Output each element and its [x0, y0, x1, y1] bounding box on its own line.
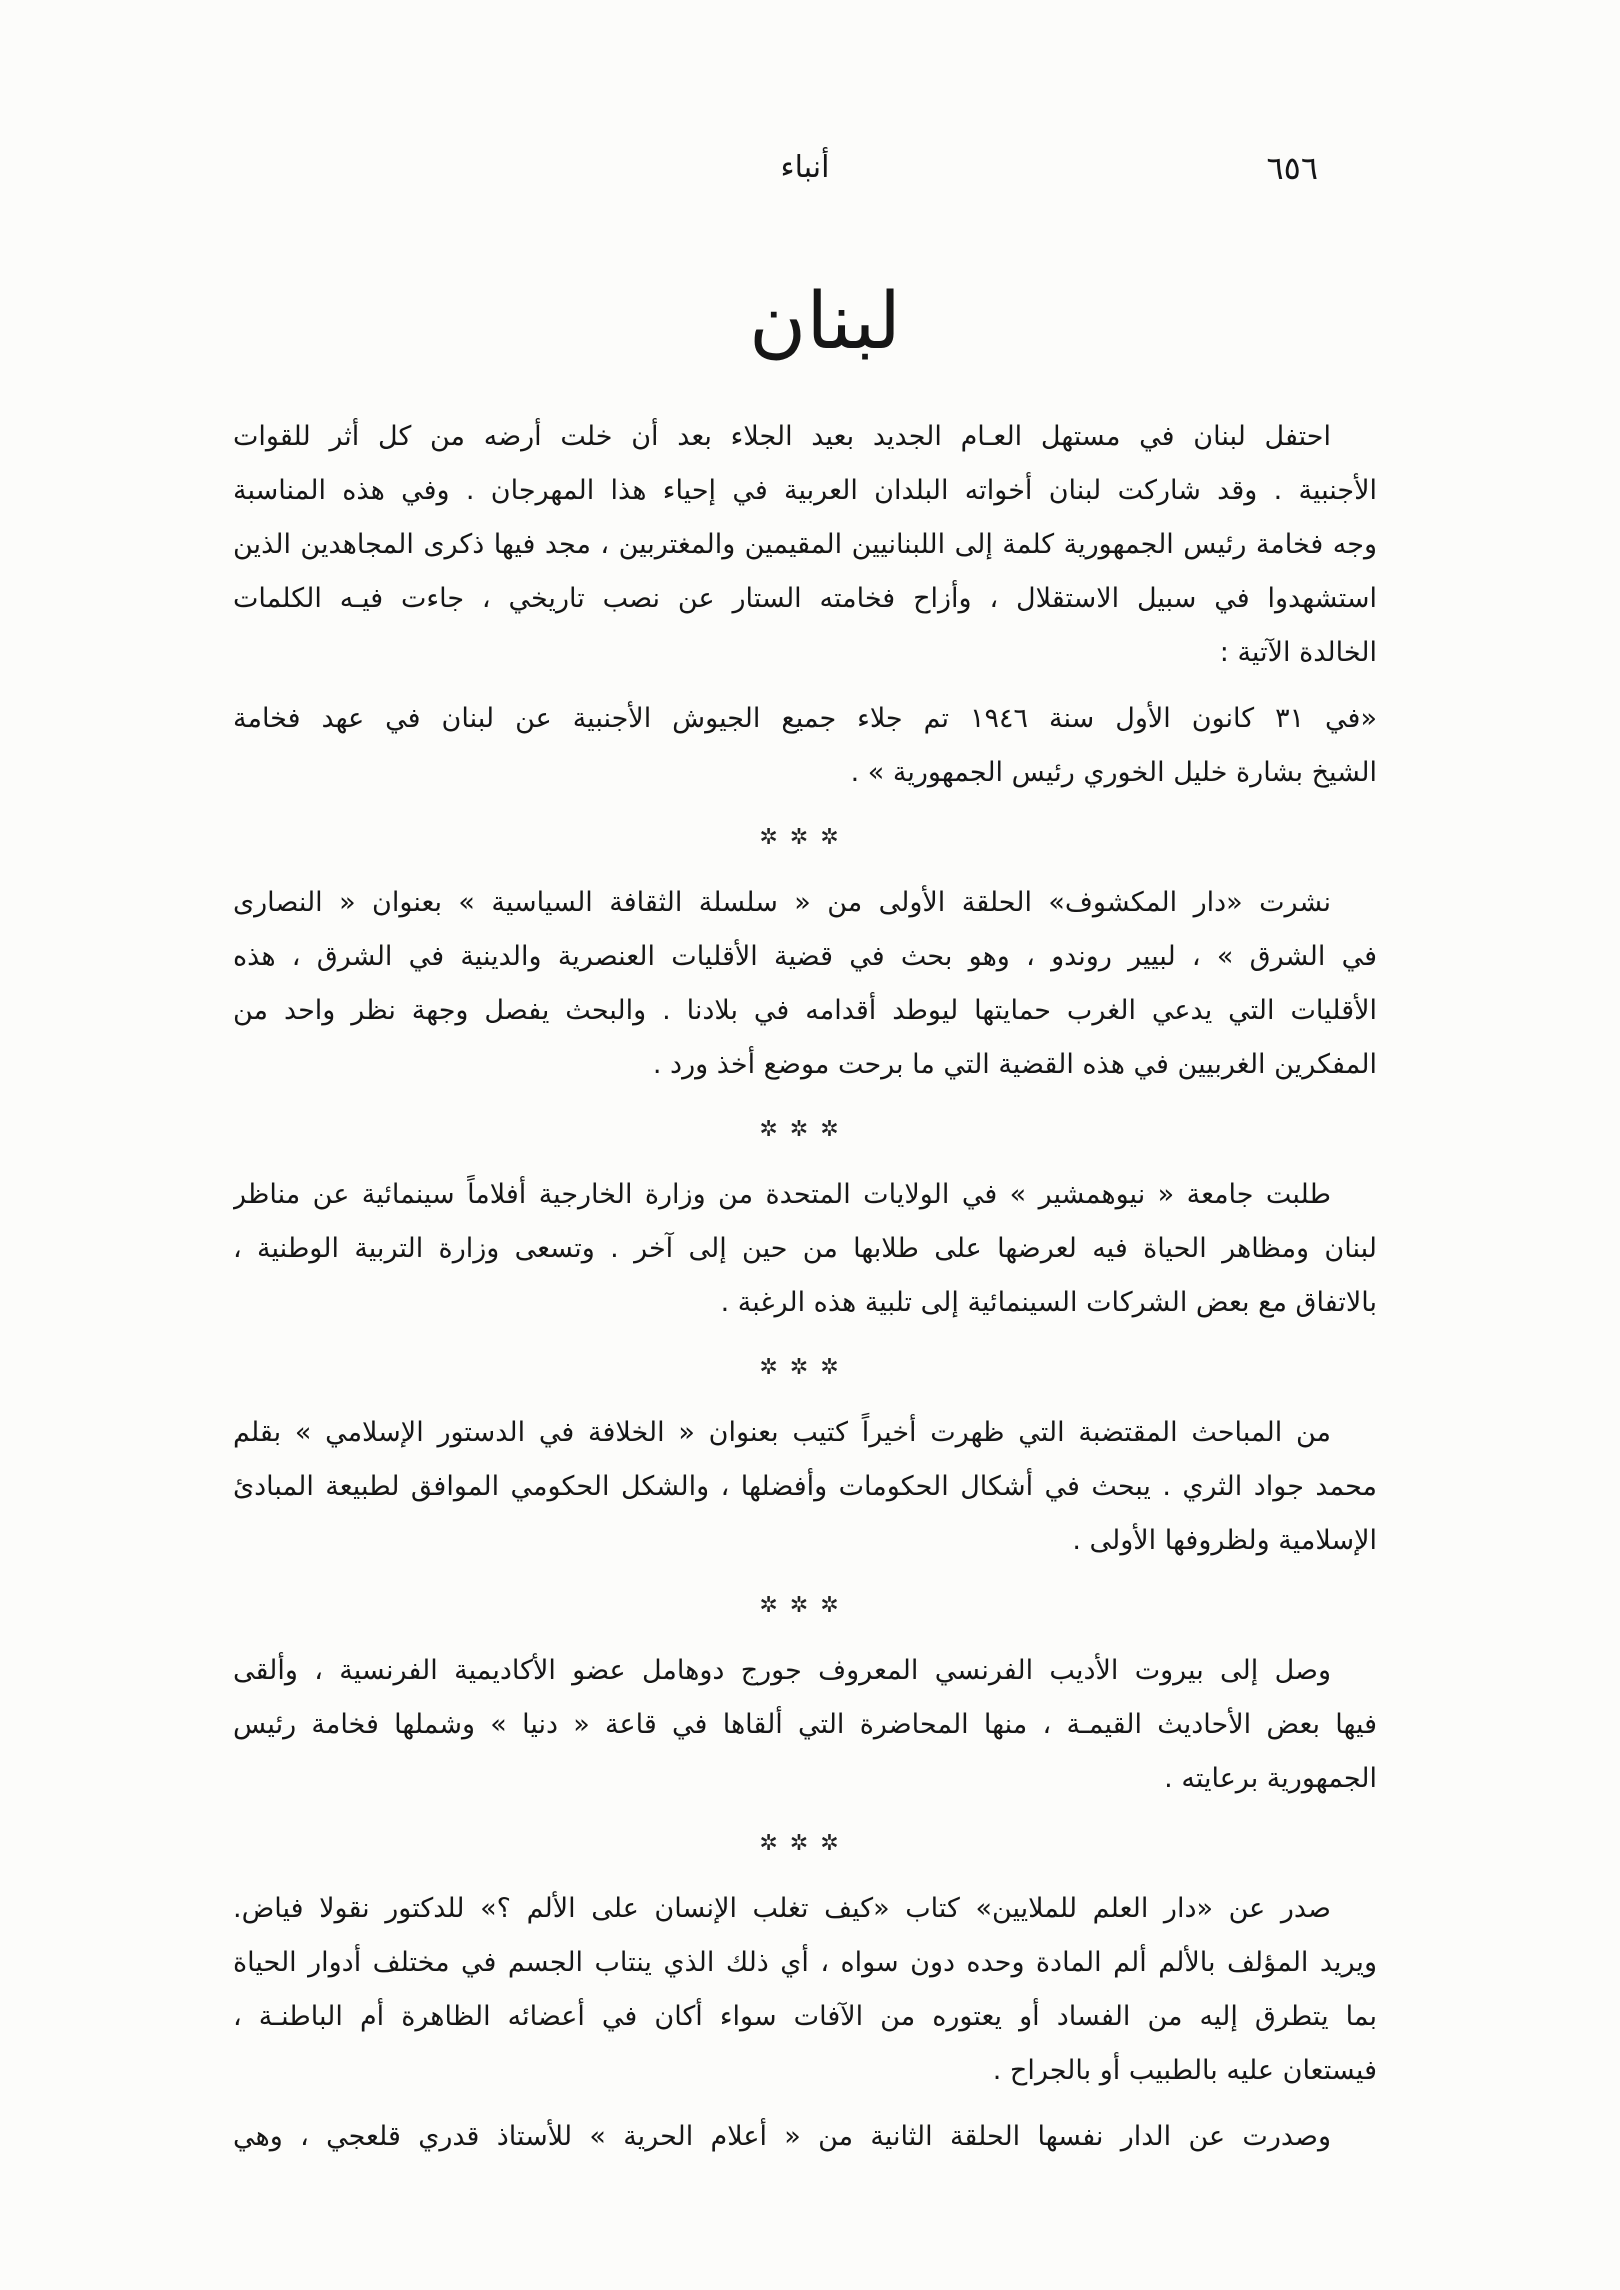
running-head: أنباء	[780, 150, 830, 185]
news-item	[233, 1406, 1377, 1568]
text-line: وجه فخامة رئيس الجمهورية كلمة إلى اللبنانيين المقيمين والمغتربين ، مجد فيها ذكرى المجاهدين الذين	[233, 529, 1377, 560]
text-line: استشهدوا في سبيل الاستقلال ، وأزاح فخامته الستار عن نصب تاريخي ، جاءت فيـه الكلمات	[233, 583, 1377, 614]
text-line: فيستعان عليه بالطبيب أو بالجراح .	[992, 2055, 1377, 2086]
section-separator: ✲✲✲	[759, 825, 851, 850]
text-line: الشيخ بشارة خليل الخوري رئيس الجمهورية » .	[850, 757, 1377, 788]
text-line: الإسلامية ولظروفها الأولى .	[1072, 1525, 1377, 1556]
news-item	[233, 1168, 1377, 1330]
article-body	[233, 410, 1377, 2164]
news-item	[233, 1882, 1377, 2098]
text-line: في الشرق » ، لبيير روندو ، وهو بحث في قضية الأقليات العنصرية والدينية في الشرق ، هذه	[233, 941, 1377, 972]
text-line: الأقليات التي يدعي الغرب حمايتها ليوطد أقدامه في بلادنا . والبحث يفصل وجهة نظر واحد من	[233, 995, 1377, 1026]
text-line: محمد جواد الثري . يبحث في أشكال الحكومات وأفضلها ، والشكل الحكومي الموافق لطبيعة المبادئ	[233, 1471, 1377, 1502]
news-item	[233, 876, 1377, 1092]
news-item	[233, 410, 1377, 680]
text-line: نشرت «دار المكشوف» الحلقة الأولى من « سلسلة الثقافة السياسية » بعنوان « النصارى	[233, 887, 1331, 918]
section-separator: ✲✲✲	[759, 1117, 851, 1142]
text-line: لبنان ومظاهر الحياة فيه لعرضها على طلابها من حين إلى آخر . وتسعى وزارة التربية الوطنية ،	[233, 1233, 1377, 1264]
text-line: المفكرين الغربيين في هذه القضية التي ما برحت موضع أخذ ورد .	[652, 1049, 1377, 1080]
text-line: وصدرت عن الدار نفسها الحلقة الثانية من « أعلام الحرية » للأستاذ قدري قلعجي ، وهي	[233, 2121, 1331, 2152]
text-line: صدر عن «دار العلم للملايين» كتاب «كيف تغلب الإنسان على الألم ؟» للدكتور نقولا فياض.	[233, 1893, 1331, 1924]
text-line: وصل إلى بيروت الأديب الفرنسي المعروف جورج دوهامل عضو الأكاديمية الفرنسية ، وألقى	[233, 1655, 1331, 1686]
text-line: بالاتفاق مع بعض الشركات السينمائية إلى تلبية هذه الرغبة .	[720, 1287, 1377, 1318]
text-line: الخالدة الآتية :	[1219, 637, 1377, 668]
text-line: الأجنبية . وقد شاركت لبنان أخواته البلدان العربية في إحياء هذا المهرجان . وفي هذه المناسبة	[233, 475, 1377, 506]
text-line: فيها بعض الأحاديث القيمـة ، منها المحاضرة التي ألقاها في قاعة « دنيا » وشملها فخامة رئيس	[233, 1709, 1377, 1740]
text-line: الجمهورية برعايته .	[1164, 1763, 1377, 1794]
text-line: بما يتطرق إليه من الفساد أو يعتوره من الآفات سواء أكان في أعضائه الظاهرة أم الباطنـة ،	[233, 2001, 1377, 2032]
text-line: طلبت جامعة « نيوهمشير » في الولايات المتحدة من وزارة الخارجية أفلاماً سينمائية عن مناظر	[233, 1179, 1331, 1210]
section-separator: ✲✲✲	[759, 1355, 851, 1380]
article-title: لبنان	[749, 277, 901, 367]
text-line: ويريد المؤلف بالألم ألم المادة وحده دون سواه ، أي ذلك الذي ينتاب الجسم في مختلف أدوار الحياة	[233, 1947, 1377, 1978]
text-line: «في ٣١ كانون الأول سنة ١٩٤٦ تم جلاء جميع الجيوش الأجنبية عن لبنان في عهد فخامة	[233, 703, 1377, 734]
text-line: احتفل لبنان في مستهل العـام الجديد بعيد الجلاء بعد أن خلت أرضه من كل أثر للقوات	[233, 421, 1331, 452]
section-separator: ✲✲✲	[759, 1593, 851, 1618]
page-header	[233, 140, 1377, 196]
news-item	[233, 2110, 1377, 2164]
quoted-inscription	[233, 692, 1377, 800]
text-line: من المباحث المقتضبة التي ظهرت أخيراً كتيب بعنوان « الخلافة في الدستور الإسلامي » بقلم	[233, 1417, 1331, 1448]
section-separator: ✲✲✲	[759, 1831, 851, 1856]
page-number: ٦٥٦	[1266, 149, 1318, 187]
news-item	[233, 1644, 1377, 1806]
